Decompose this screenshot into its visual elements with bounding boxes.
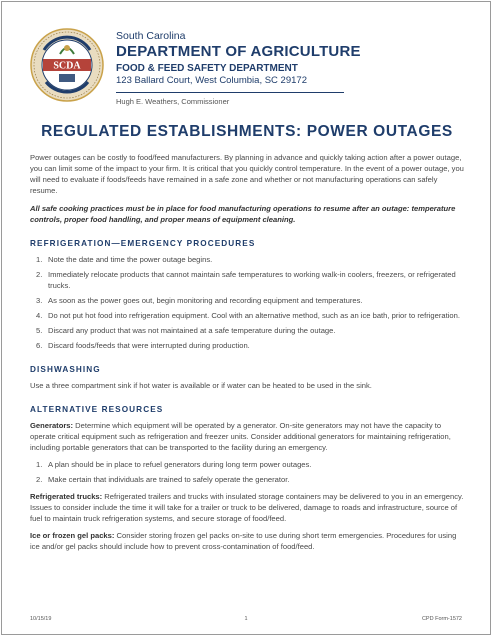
dishwashing-paragraph: Use a three compartment sink if hot water is available or if water can be heated to be used in the sink.	[30, 381, 372, 390]
list-number: 3.	[36, 296, 43, 305]
notice-paragraph: All safe cooking practices must be in place for food manufacturing operations to resume after an outage: temperature controls, proper food handling, and proper means of equipment cleaning.	[30, 204, 456, 224]
list-item-text: Immediately relocate products that cannot maintain safe temperatures to working walk-in coolers, freezers, or refrigerated trucks.	[48, 270, 456, 290]
list-number: 6.	[36, 341, 43, 350]
list-item	[30, 340, 466, 351]
ice-gel-packs-label: Ice or frozen gel packs:	[30, 531, 115, 540]
generators-list	[30, 459, 466, 485]
state-name: South Carolina	[116, 30, 186, 42]
letterhead	[30, 28, 470, 112]
refrigerated-trucks-label: Refrigerated trucks:	[30, 492, 103, 501]
dishwashing-heading: DISHWASHING	[30, 365, 101, 374]
form-number: CPD Form-1572	[421, 616, 462, 622]
list-item-text: As soon as the power goes out, begin monitoring and recording equipment and temperatures.	[48, 296, 363, 305]
header-divider	[116, 92, 344, 93]
refrigerated-trucks-text: Refrigerated trailers and trucks with insulated storage containers may be delivered to you in an emergency. Issues to consider include the time it will take for a trailer or truck to be delivered, damage to roads and infrastructure, source of fuel to maintain truck refrigeration systems, and secure storage of food/feed.	[30, 492, 464, 523]
letterhead-text	[116, 30, 361, 107]
page-number: 1	[244, 616, 248, 622]
list-item-text: Discard any product that was not maintained at a safe temperature during the outage.	[48, 326, 336, 335]
address: 123 Ballard Court, West Columbia, SC 29172	[116, 75, 307, 86]
footer-date: 10/15/19	[30, 616, 52, 622]
seal-text: SCDA	[53, 60, 81, 72]
refrigerated-trucks-paragraph	[30, 491, 466, 524]
list-item	[30, 269, 466, 291]
list-number: 2.	[36, 270, 43, 279]
generators-paragraph	[30, 420, 466, 453]
list-number: 5.	[36, 326, 43, 335]
list-item	[30, 325, 466, 336]
document-body	[30, 152, 466, 552]
ice-gel-packs-paragraph	[30, 530, 466, 552]
division-name: FOOD & FEED SAFETY DEPARTMENT	[116, 63, 298, 74]
refrigeration-heading: REFRIGERATION—EMERGENCY PROCEDURES	[30, 239, 256, 248]
list-item-text: Note the date and time the power outage begins.	[48, 255, 213, 264]
list-item	[30, 474, 466, 485]
list-item-text: Make certain that individuals are trained to safely operate the generator.	[48, 475, 290, 484]
list-number: 1.	[36, 255, 43, 264]
list-number: 1.	[36, 460, 43, 469]
intro-paragraph: Power outages can be costly to food/feed manufacturers. By planning in advance and quickly taking action after a power outage, you can limit some of the impact to your firm. It is critical that you quickly control temperature. In the event of a power outage, you will need to evaluate if foods/feeds have remained in a safe zone and whether or not manufacturing operations can safely resume.	[30, 153, 464, 195]
alternative-resources-heading: ALTERNATIVE RESOURCES	[30, 405, 164, 414]
list-item-text: Do not put hot food into refrigeration equipment. Cool with an alternative method, such as an ice bath, prior to refrigeration.	[48, 311, 460, 320]
list-item	[30, 295, 466, 306]
list-item-text: A plan should be in place to refuel generators during long term power outages.	[48, 460, 312, 469]
list-item-text: Discard foods/feeds that were interrupted during production.	[48, 341, 250, 350]
commissioner: Hugh E. Weathers, Commissioner	[116, 97, 230, 106]
ice-gel-packs-text: Consider storing frozen gel packs on-site to use during short term emergencies. Procedures for using ice and/or gel packs should include how to prevent cross-contamination of food/feed.	[30, 531, 457, 551]
list-item	[30, 459, 466, 470]
scda-seal-logo	[30, 28, 104, 102]
list-item	[30, 254, 466, 265]
generators-text: Determine which equipment will be operated by a generator. On-site generators may not have the capacity to operate critical equipment such as refrigeration and freezer units. Consider additional generators for maintaining refrigeration, including portable generators that can be transported to the facility during an emergency.	[30, 421, 451, 452]
page-title: REGULATED ESTABLISHMENTS: POWER OUTAGES	[41, 123, 453, 140]
generators-label: Generators:	[30, 421, 74, 430]
document-page	[1, 1, 491, 635]
department-name: DEPARTMENT OF AGRICULTURE	[116, 43, 361, 60]
list-item	[30, 310, 466, 321]
list-number: 4.	[36, 311, 43, 320]
list-number: 2.	[36, 475, 43, 484]
refrigeration-list	[30, 254, 466, 351]
